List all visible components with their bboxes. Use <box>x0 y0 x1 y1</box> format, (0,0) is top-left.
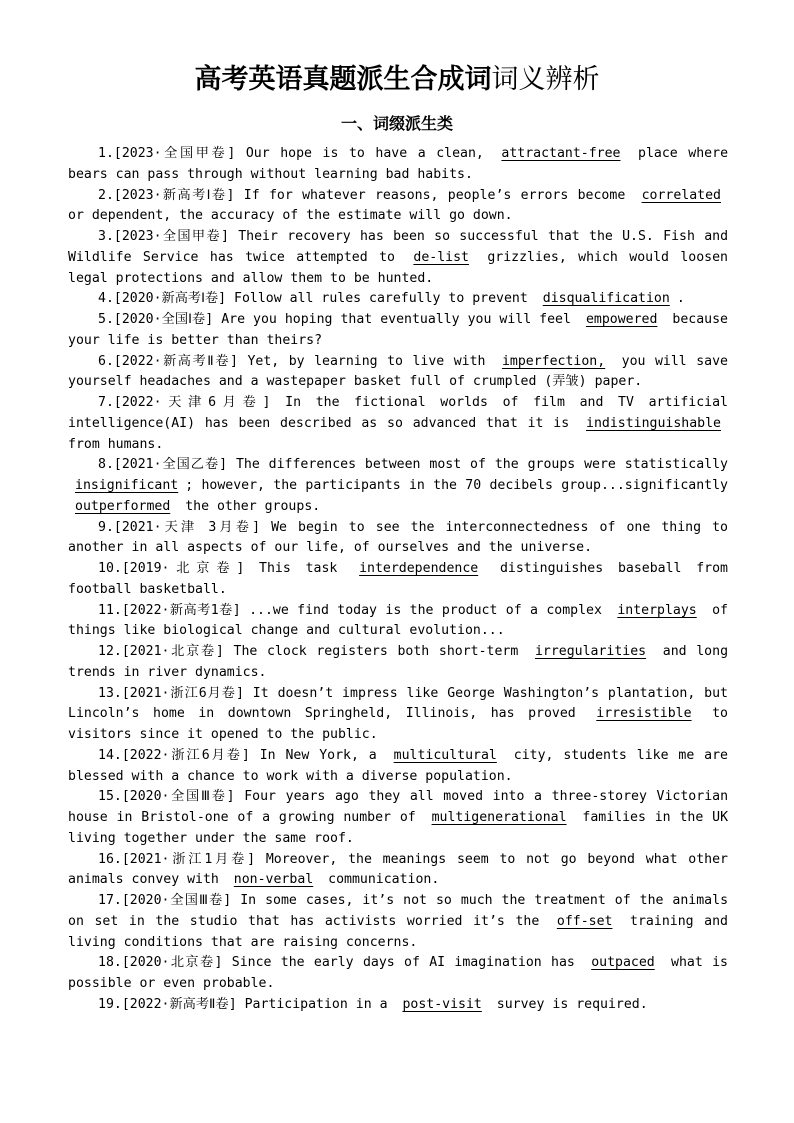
item-number: 14. <box>98 747 122 763</box>
item-text: If for whatever reasons, people’s errors become <box>234 187 635 203</box>
list-item <box>68 891 728 953</box>
item-text: ...we find today is the product of a complex <box>240 602 611 618</box>
item-source: [2019·北京卷] <box>121 561 245 576</box>
item-answer: empowered <box>585 312 658 327</box>
item-text: Follow all rules carefully to prevent <box>226 291 536 307</box>
item-answer: imperfection, <box>501 353 606 369</box>
item-text: Participation in a <box>236 996 396 1012</box>
item-answer: multigenerational <box>431 810 567 825</box>
list-item <box>68 310 728 352</box>
item-answer: de-list <box>413 249 469 265</box>
item-answer: irresistible <box>596 706 692 722</box>
item-source: [2020·全国Ⅲ卷] <box>121 893 232 908</box>
list-item <box>68 953 728 995</box>
item-answer: correlated <box>641 187 721 203</box>
list-item <box>68 352 728 394</box>
list-item <box>68 787 728 849</box>
item-source: [2021·北京卷] <box>121 644 224 659</box>
item-source: [2022·新高考Ⅱ卷] <box>121 996 237 1012</box>
item-text: Are you hoping that eventually you will feel <box>213 312 579 327</box>
item-number: 16. <box>98 851 122 867</box>
item-source: [2021·全国乙卷] <box>113 457 228 473</box>
item-text: We begin to see the interconnectedness of one thing to another in all aspects of our life, of ourselves and the universe. <box>68 519 728 556</box>
item-number: 9. <box>98 519 114 535</box>
item-number: 4. <box>98 291 114 307</box>
item-text: In New York, a <box>249 747 387 763</box>
section-heading: 一、词缀派生类 <box>340 114 453 133</box>
item-text: grizzlies, which would loosen legal protections and allow them to be hunted. <box>68 249 728 286</box>
item-text: It doesn’t impress like George Washington’s plantation, but Lincoln’s home in downtown Springheld, Illinois, has proved <box>68 685 728 722</box>
list-item <box>68 393 728 455</box>
item-text: distinguishes baseball from football basketball. <box>68 561 728 597</box>
item-text: and long trends in river dynamics. <box>68 644 729 680</box>
item-source: [2022·天津6月卷] <box>113 395 271 410</box>
item-number: 2. <box>98 187 114 203</box>
item-number: 5. <box>98 312 114 327</box>
item-text: ; however, the participants in the 70 decibels group...significantly <box>185 478 728 493</box>
page-title-bold: 高考英语真题派生合成词 <box>194 64 492 95</box>
list-item <box>68 746 728 788</box>
item-source: [2022·新高考1卷] <box>121 602 241 618</box>
item-source: [2022·新高考Ⅱ卷] <box>113 353 238 369</box>
list-item <box>68 289 728 310</box>
item-answer: interdependence <box>359 561 479 576</box>
list-item <box>68 518 728 560</box>
item-answer: post-visit <box>402 996 482 1012</box>
item-source: [2023·全国甲卷] <box>113 146 236 161</box>
item-number: 15. <box>98 789 122 805</box>
list-item <box>68 144 728 186</box>
item-text: Our hope is to have a clean, <box>235 146 495 161</box>
list-item <box>68 227 728 289</box>
item-source: [2021·浙江1月卷] <box>121 851 256 867</box>
item-text: . <box>676 291 685 307</box>
item-number: 3. <box>98 229 114 244</box>
item-text: you will save yourself headaches and a wastepaper basket full of crumpled (弄皱) paper. <box>68 353 728 390</box>
item-answer: interplays <box>617 602 697 618</box>
item-source: [2021·浙江6月卷] <box>121 685 244 701</box>
list-item <box>68 455 728 517</box>
item-number: 6. <box>98 353 114 369</box>
item-text: The differences between most of the groups were statistically <box>227 457 728 473</box>
item-source: [2022·浙江6月卷] <box>121 747 250 763</box>
item-source: [2020·全国Ⅲ卷] <box>121 789 235 805</box>
item-list <box>68 144 728 1016</box>
item-text: or dependent, the accuracy of the estimate will go down. <box>68 208 513 224</box>
item-answer: attractant-free <box>501 146 621 161</box>
item-text: In the fictional worlds of film and TV artificial intelligence(AI) has been described as so advanced that it is <box>68 395 728 431</box>
item-answer: irregularities <box>534 644 647 659</box>
page-title-rest: 词义辨析 <box>491 64 600 95</box>
item-text: The clock registers both short-term <box>223 644 528 659</box>
item-number: 7. <box>98 395 114 410</box>
item-answer: indistinguishable <box>586 415 721 431</box>
item-text: families in the UK living together under the same roof. <box>68 810 729 846</box>
item-number: 8. <box>98 457 114 473</box>
item-text: from humans. <box>68 436 164 452</box>
list-item <box>68 642 728 684</box>
item-text: Four years ago they all moved into a three-storey Victorian house in Bristol-one of a growing number of <box>68 789 729 825</box>
item-source: [2020·北京卷] <box>121 955 223 971</box>
item-text: what is possible or even probable. <box>68 955 728 991</box>
item-source: [2023·全国甲卷] <box>113 229 229 244</box>
item-text: place where bears can pass through without learning bad habits. <box>68 146 729 182</box>
item-text: Their recovery has been so successful that the U.S. Fish and Wildlife Service has twice attempted to <box>68 229 729 265</box>
item-text: Moreover, the meanings seem to not go beyond what other animals convey with <box>68 851 728 888</box>
list-item <box>68 684 728 746</box>
item-text: Yet, by learning to live with <box>238 353 495 369</box>
page-title <box>0 62 794 98</box>
list-item <box>68 601 728 643</box>
item-text: training and living conditions that are raising concerns. <box>68 913 728 950</box>
item-text: city, students like me are blessed with a chance to work with a diverse population. <box>68 747 728 784</box>
item-text: communication. <box>320 872 440 888</box>
item-answer: insignificant <box>75 478 179 493</box>
list-item <box>68 186 728 228</box>
item-text: of things like biological change and cultural evolution... <box>68 602 728 639</box>
item-answer: disqualification <box>542 291 670 307</box>
item-answer: multicultural <box>393 747 497 763</box>
list-item <box>68 995 728 1016</box>
item-number: 12. <box>98 644 122 659</box>
item-number: 17. <box>98 893 122 908</box>
item-text: because your life is better than theirs? <box>68 312 728 348</box>
list-item <box>68 850 728 892</box>
item-answer: off-set <box>556 913 613 929</box>
item-number: 10. <box>98 561 122 576</box>
item-text: the other groups. <box>177 498 321 514</box>
list-item <box>68 559 728 601</box>
item-text: to visitors since it opened to the public. <box>68 706 728 742</box>
item-text: survey is required. <box>488 996 648 1012</box>
item-answer: non-verbal <box>233 872 314 888</box>
item-answer: outpaced <box>591 955 655 971</box>
item-text: This task <box>244 561 353 576</box>
item-number: 11. <box>98 602 122 618</box>
item-text: Since the early days of AI imagination has <box>222 955 585 971</box>
item-source: [2020·全国Ⅰ卷] <box>113 312 214 327</box>
item-number: 19. <box>98 996 122 1012</box>
item-answer: outperformed <box>75 498 171 514</box>
item-number: 1. <box>98 146 114 161</box>
item-source: [2021·天津 3月卷] <box>113 519 261 535</box>
item-number: 13. <box>98 685 122 701</box>
item-source: [2023·新高考Ⅰ卷] <box>113 187 235 203</box>
item-source: [2020·新高考Ⅰ卷] <box>113 291 227 307</box>
item-text: In some cases, it’s not so much the treatment of the animals on set in the studio that has activists worried it’s the <box>68 893 729 929</box>
item-number: 18. <box>98 955 122 971</box>
